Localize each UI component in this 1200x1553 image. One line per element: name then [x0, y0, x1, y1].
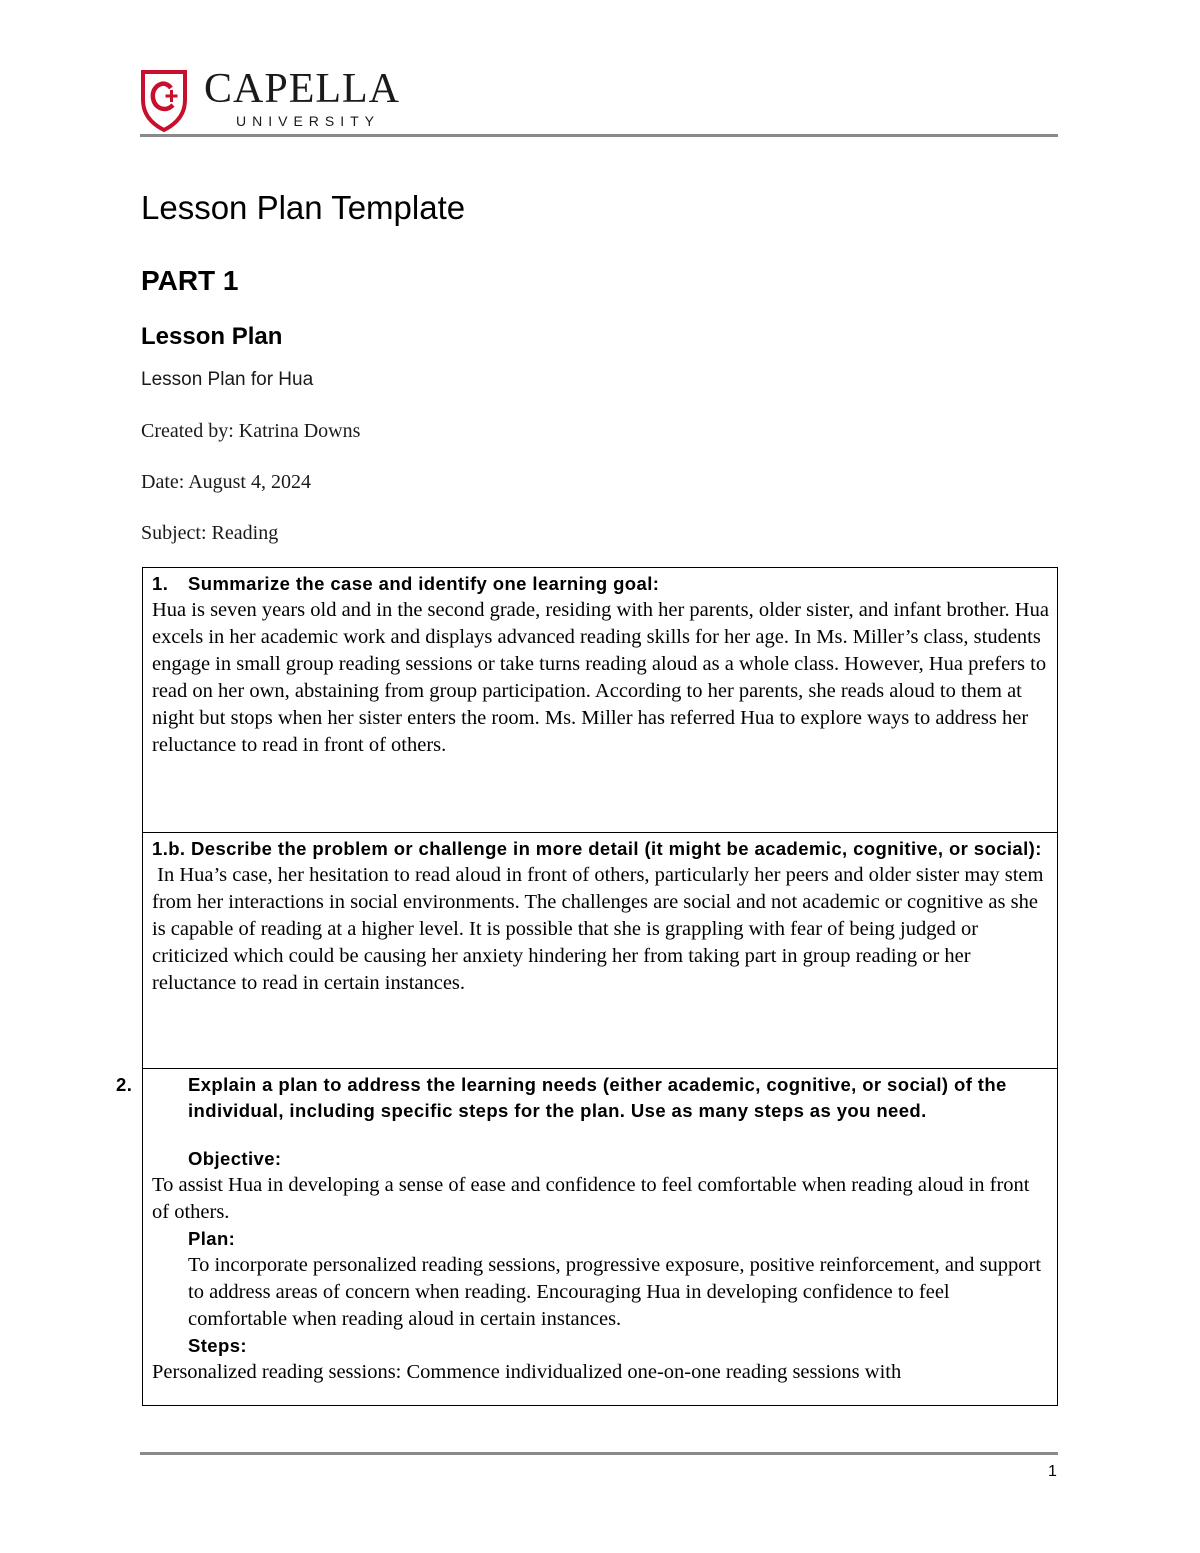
- plan-text: To incorporate personalized reading sessions, progressive exposure, positive reinforcement, and support to address areas of concern when reading. Encouraging Hua in developing confidence to feel comfortable when reading aloud in certain instances.: [188, 1254, 1042, 1330]
- objective-text: To assist Hua in developing a sense of ease and confidence to feel comfortable when reading aloud in front of others.: [152, 1174, 1030, 1223]
- header-divider: [140, 134, 1058, 137]
- table-row: [143, 833, 1057, 1069]
- objective-label: Objective:: [188, 1148, 282, 1169]
- date-line: Date: August 4, 2024: [141, 471, 311, 493]
- lesson-plan-table: [116, 567, 1058, 1406]
- table-row: [143, 568, 1057, 833]
- shield-icon: [140, 68, 188, 132]
- steps-label: Steps:: [188, 1335, 247, 1356]
- question-1b-answer: In Hua’s case, her hesitation to read aloud in front of others, particularly her peers and older sister may stem from her interactions in social environments. The challenges are social and not academic or cognitive as she is capable of reading at a higher level. It is possible that she is grappling with fear of being judged or criticized which could be causing her anxiety hindering her from taking part in group reading or her reluctance to read in certain instances.: [152, 864, 1049, 994]
- question-1-label: 1. Summarize the case and identify one learning goal:: [152, 573, 660, 594]
- page-number: 1: [1048, 1463, 1057, 1480]
- logo-subtitle: UNIVERSITY: [236, 113, 381, 129]
- created-by: Created by: Katrina Downs: [141, 420, 361, 442]
- subject-line: Subject: Reading: [141, 522, 279, 544]
- table-row: [116, 1069, 1057, 1405]
- question-1b-label: 1.b. Describe the problem or challenge in more detail (it might be academic, cognitive, or social):: [152, 838, 1042, 859]
- footer-divider: [140, 1452, 1058, 1455]
- document-title: Lesson Plan Template: [141, 189, 466, 226]
- capella-logo: [140, 68, 440, 134]
- part-heading: PART 1: [141, 265, 239, 296]
- lesson-subtitle: Lesson Plan for Hua: [141, 369, 314, 390]
- plan-label: Plan:: [188, 1228, 236, 1249]
- section-heading: Lesson Plan: [141, 323, 283, 350]
- question-1-answer: Hua is seven years old and in the second grade, residing with her parents, older sister, and infant brother. Hua excels in her academic work and displays advanced reading skills for her age. In Ms. Miller’s class, students engage in small group reading sessions or take turns reading aloud as a whole class. However, Hua prefers to read on her own, abstaining from group participation. According to her parents, she reads aloud to them at night but stops when her sister enters the room. Ms. Miller has referred Hua to explore ways to address her reluctance to read in front of others.: [152, 599, 1049, 756]
- logo-wordmark: CAPELLA: [204, 66, 400, 112]
- steps-text: Personalized reading sessions: Commence individualized one-on-one reading sessions with: [152, 1361, 902, 1383]
- question-2-label: 2. Explain a plan to address the learning needs (either academic, cognitive, or social) of the individual, including specific steps for the plan. Use as many steps as you need.: [116, 1074, 1007, 1121]
